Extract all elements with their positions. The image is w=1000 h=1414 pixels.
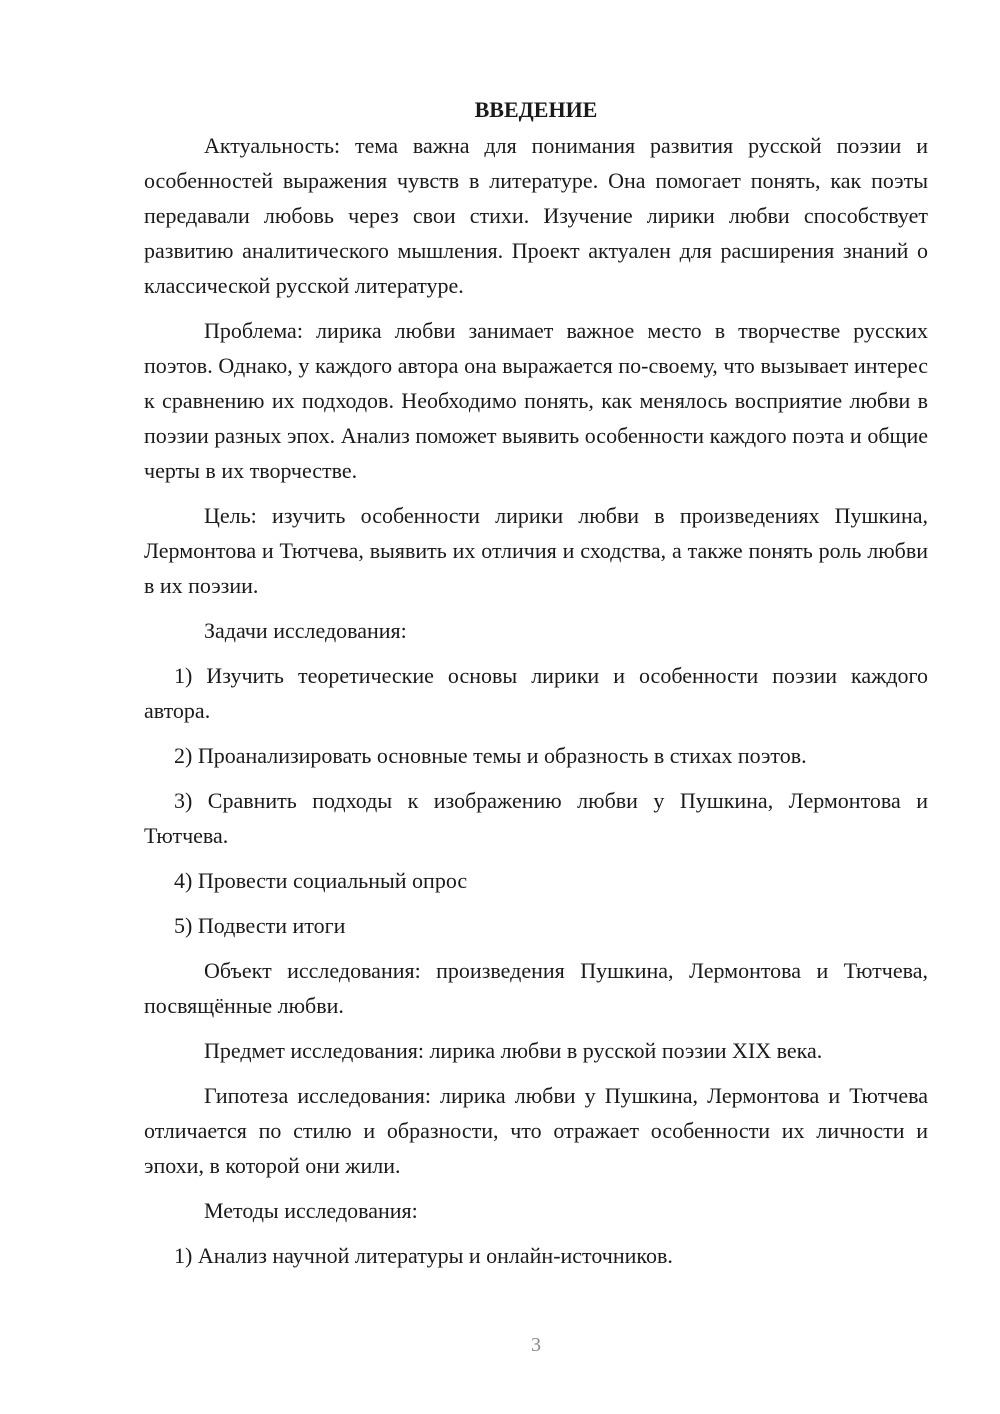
tasks-heading: Задачи исследования: [204, 618, 407, 643]
relevance-paragraph: Актуальность: тема важна для понимания развития русской поэзии и особенностей выражения чувств в литературе. Она помогает понять, как поэты передавали любовь через свои стихи. Изучение лирики любви способствует развитию аналитического мышления. Проект актуален для расширения знаний о классической русской литературе. [144, 133, 928, 298]
page-number: 3 [531, 1334, 541, 1356]
method-item: 1) Анализ научной литературы и онлайн-источников. [174, 1243, 673, 1268]
task-item: 3) Сравнить подходы к изображению любви у Пушкина, Лермонтова и Тютчева. [144, 788, 928, 848]
task-item: 4) Провести социальный опрос [174, 868, 468, 893]
problem-paragraph: Проблема: лирика любви занимает важное место в творчестве русских поэтов. Однако, у каждого автора она выражается по-своему, что вызывает интерес к сравнению их подходов. Необходимо понять, как менялось восприятие любви в поэзии разных эпох. Анализ поможет выявить особенности каждого поэта и общие черты в их творчестве. [144, 318, 928, 483]
methods-heading: Методы исследования: [204, 1198, 418, 1223]
page-title: ВВЕДЕНИЕ [474, 97, 598, 122]
goal-paragraph: Цель: изучить особенности лирики любви в произведениях Пушкина, Лермонтова и Тютчева, выявить их отличия и сходства, а также понять роль любви в их поэзии. [144, 503, 928, 598]
document-page [144, 92, 928, 1283]
task-item: 1) Изучить теоретические основы лирики и особенности поэзии каждого автора. [144, 663, 928, 723]
object-paragraph: Объект исследования: произведения Пушкина, Лермонтова и Тютчева, посвящённые любви. [144, 958, 928, 1018]
subject-paragraph: Предмет исследования: лирика любви в русской поэзии XIX века. [204, 1038, 823, 1063]
task-item: 2) Проанализировать основные темы и образность в стихах поэтов. [174, 743, 807, 768]
hypothesis-paragraph: Гипотеза исследования: лирика любви у Пушкина, Лермонтова и Тютчева отличается по стилю и образности, что отражает особенности их личности и эпохи, в которой они жили. [144, 1083, 928, 1178]
task-item: 5) Подвести итоги [174, 913, 346, 938]
